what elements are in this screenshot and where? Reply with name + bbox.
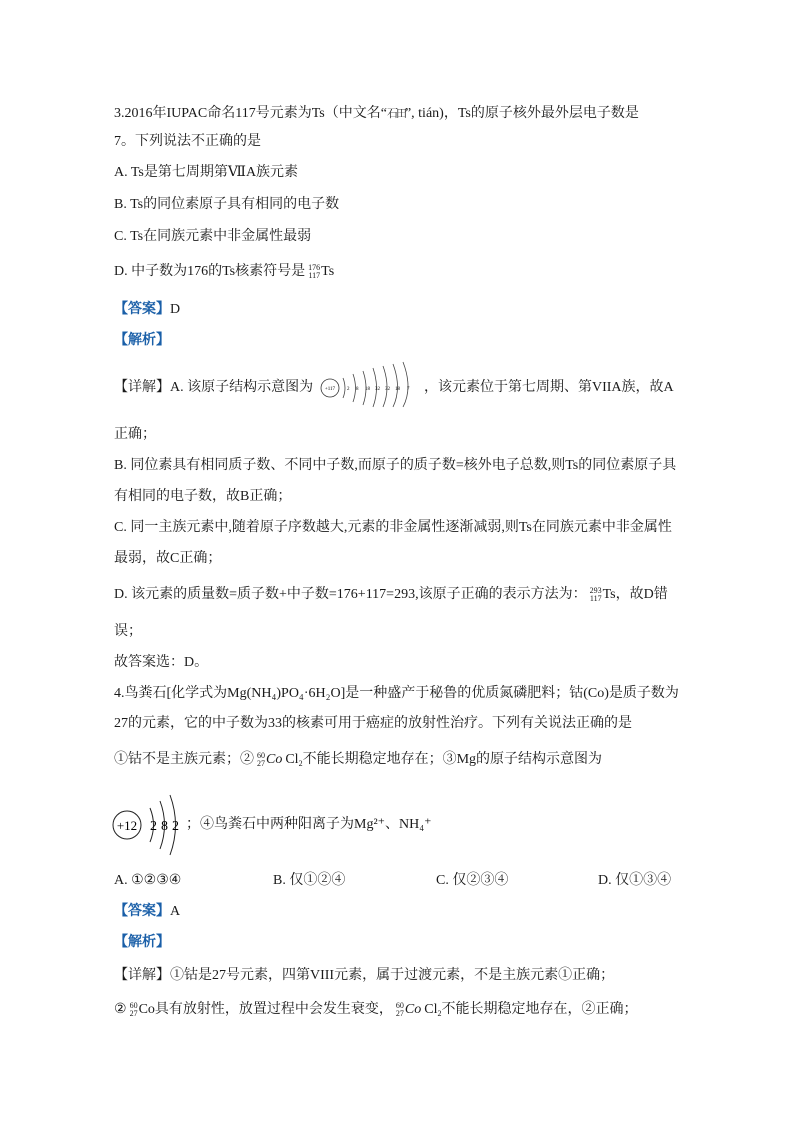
svg-text:32: 32 xyxy=(385,387,390,392)
mass-number: 176 xyxy=(308,262,321,272)
q3-detail-a-text: 【详解】A. 该原子结构示意图为 xyxy=(114,380,314,395)
q3-stem-line1 xyxy=(114,104,639,124)
chlorine-symbol: Cl xyxy=(285,752,299,767)
svg-text:18: 18 xyxy=(395,387,400,392)
q4-option-b: B. 仅①②④ xyxy=(273,873,346,888)
q3-stem-text: 3.2016年IUPAC命名117号元素为Ts（中文名“ xyxy=(114,106,387,121)
atomic-number: 117 xyxy=(589,593,602,603)
element-symbol: Co xyxy=(266,752,283,767)
q4-stem-line1: 4.鸟粪石[化学式为Mg(NH₄)PO₄·6H₂O]是一种盛产于秘鲁的优质氮磷肥料；钴(Co)是质子数为 xyxy=(114,686,679,701)
svg-text:18: 18 xyxy=(365,387,370,392)
q4-statement-1: ①钴不是主族元素；② xyxy=(114,752,254,767)
nucleus-charge: +12 xyxy=(116,818,138,833)
q3-option-d xyxy=(114,262,334,282)
shell-electrons xyxy=(150,819,179,834)
q3-option-b: B. Ts的同位素原子具有相同的电子数 xyxy=(114,197,340,212)
q3-option-d-text: D. 中子数为176的Ts核素符号是 xyxy=(114,264,306,279)
mass-number: 293 xyxy=(589,585,602,595)
svg-text:2: 2 xyxy=(150,819,157,834)
element-symbol: Co xyxy=(138,1002,155,1017)
q4-analysis-label: 【解析】 xyxy=(114,935,170,950)
q4-detail-2 xyxy=(114,1000,637,1021)
atomic-number: 27 xyxy=(257,758,265,768)
q3-option-c: C. Ts在同族元素中非金属性最弱 xyxy=(114,229,312,244)
answer-label: 【答案】 xyxy=(114,302,170,317)
q3-stem-line2: 7。下列说法不正确的是 xyxy=(114,134,261,149)
mass-number: 60 xyxy=(395,1000,404,1010)
nuclide-ts-293 xyxy=(590,587,602,603)
svg-text:8: 8 xyxy=(356,387,359,392)
subscript: 2 xyxy=(298,759,303,768)
q3-stem-tail: ”, tián)，Ts的原子核外最外层电子数是 xyxy=(404,106,639,121)
element-symbol: Ts xyxy=(321,264,335,279)
q4-statements-line xyxy=(114,750,602,771)
q4-answer xyxy=(114,902,180,922)
electron-shells xyxy=(343,362,408,407)
q3-detail-b2: 有相同的电子数，故B正确； xyxy=(114,489,292,504)
answer-value: A xyxy=(170,904,181,919)
nuclide-co-60 xyxy=(130,1002,138,1018)
answer-value: D xyxy=(170,302,181,317)
q4-detail-2-post: 不能长期稳定地存在，②正确； xyxy=(441,1002,638,1017)
q3-detail-a-line2: 正确； xyxy=(114,427,156,442)
svg-text:32: 32 xyxy=(375,387,380,392)
atomic-number: 117 xyxy=(308,270,321,280)
q4-detail-2-pre: ② xyxy=(114,1002,127,1017)
svg-text:2: 2 xyxy=(172,819,179,834)
q3-conclusion: 故答案选：D。 xyxy=(114,655,209,670)
q3-detail-d1-text: D. 该元素的质量数=质子数+中子数=176+117=293,该原子正确的表示方法为： xyxy=(114,587,587,602)
svg-text:8: 8 xyxy=(161,819,168,834)
nuclide-co-60-b xyxy=(396,1002,404,1018)
chlorine-symbol: Cl xyxy=(424,1002,438,1017)
mass-number: 60 xyxy=(129,1000,138,1010)
q3-detail-a-post: ，该元素位于第七周期、第VIIA族，故A xyxy=(424,380,674,395)
q4-detail-2-mid: 具有放射性，放置过程中会发生衰变， xyxy=(154,1002,393,1017)
ts-atom-structure-diagram xyxy=(316,358,422,408)
q4-statement-4: ；④鸟粪石中两种阳离子为Mg²⁺、NH₄⁺ xyxy=(186,817,432,832)
q3-detail-d1 xyxy=(114,585,668,605)
nuclide-ts-176 xyxy=(308,264,320,280)
q3-detail-b1: B. 同位素具有相同质子数、不同中子数,而原子的质子数=核外电子总数,则Ts的同位素原子具 xyxy=(114,458,677,473)
shell-electrons xyxy=(347,387,410,392)
tian-glyph: 石田 xyxy=(386,108,405,120)
q3-detail-a xyxy=(114,378,313,398)
q3-analysis-label: 【解析】 xyxy=(114,333,170,348)
svg-text:2: 2 xyxy=(347,387,350,392)
q3-answer xyxy=(114,300,180,320)
q4-option-d: D. 仅①③④ xyxy=(598,873,672,888)
q4-option-a: A. ①②③④ xyxy=(114,873,182,888)
element-symbol: Co xyxy=(404,1002,422,1017)
nuclide-co-60 xyxy=(257,752,265,768)
q4-stem-line2: 27的元素，它的中子数为33的核素可用于癌症的放射性治疗。下列有关说法正确的是 xyxy=(114,716,632,731)
q3-detail-d1-post: ，故D错 xyxy=(615,587,668,602)
mass-number: 60 xyxy=(257,750,265,760)
q3-detail-c1: C. 同一主族元素中,随着原子序数越大,元素的非金属性逐渐减弱,则Ts在同族元素中非金属性 xyxy=(114,520,672,535)
subscript: 2 xyxy=(437,1009,442,1018)
q4-detail-1: 【详解】①钴是27号元素，四第VIII元素，属于过渡元素，不是主族元素①正确； xyxy=(114,968,615,983)
q3-option-a: A. Ts是第七周期第ⅦA族元素 xyxy=(114,165,299,180)
svg-text:7: 7 xyxy=(407,387,410,392)
nucleus-charge: +117 xyxy=(324,387,336,392)
answer-label: 【答案】 xyxy=(114,904,170,919)
q3-detail-c2: 最弱，故C正确； xyxy=(114,551,222,566)
mg-atom-structure-diagram xyxy=(110,790,190,860)
atomic-number: 27 xyxy=(129,1008,138,1018)
element-symbol: Ts xyxy=(602,587,616,602)
q4-option-c: C. 仅②③④ xyxy=(436,873,509,888)
q3-detail-d2: 误； xyxy=(114,624,142,639)
q4-statement-2-post: 不能长期稳定地存在；③Mg的原子结构示意图为 xyxy=(302,752,603,767)
atomic-number: 27 xyxy=(395,1008,404,1018)
